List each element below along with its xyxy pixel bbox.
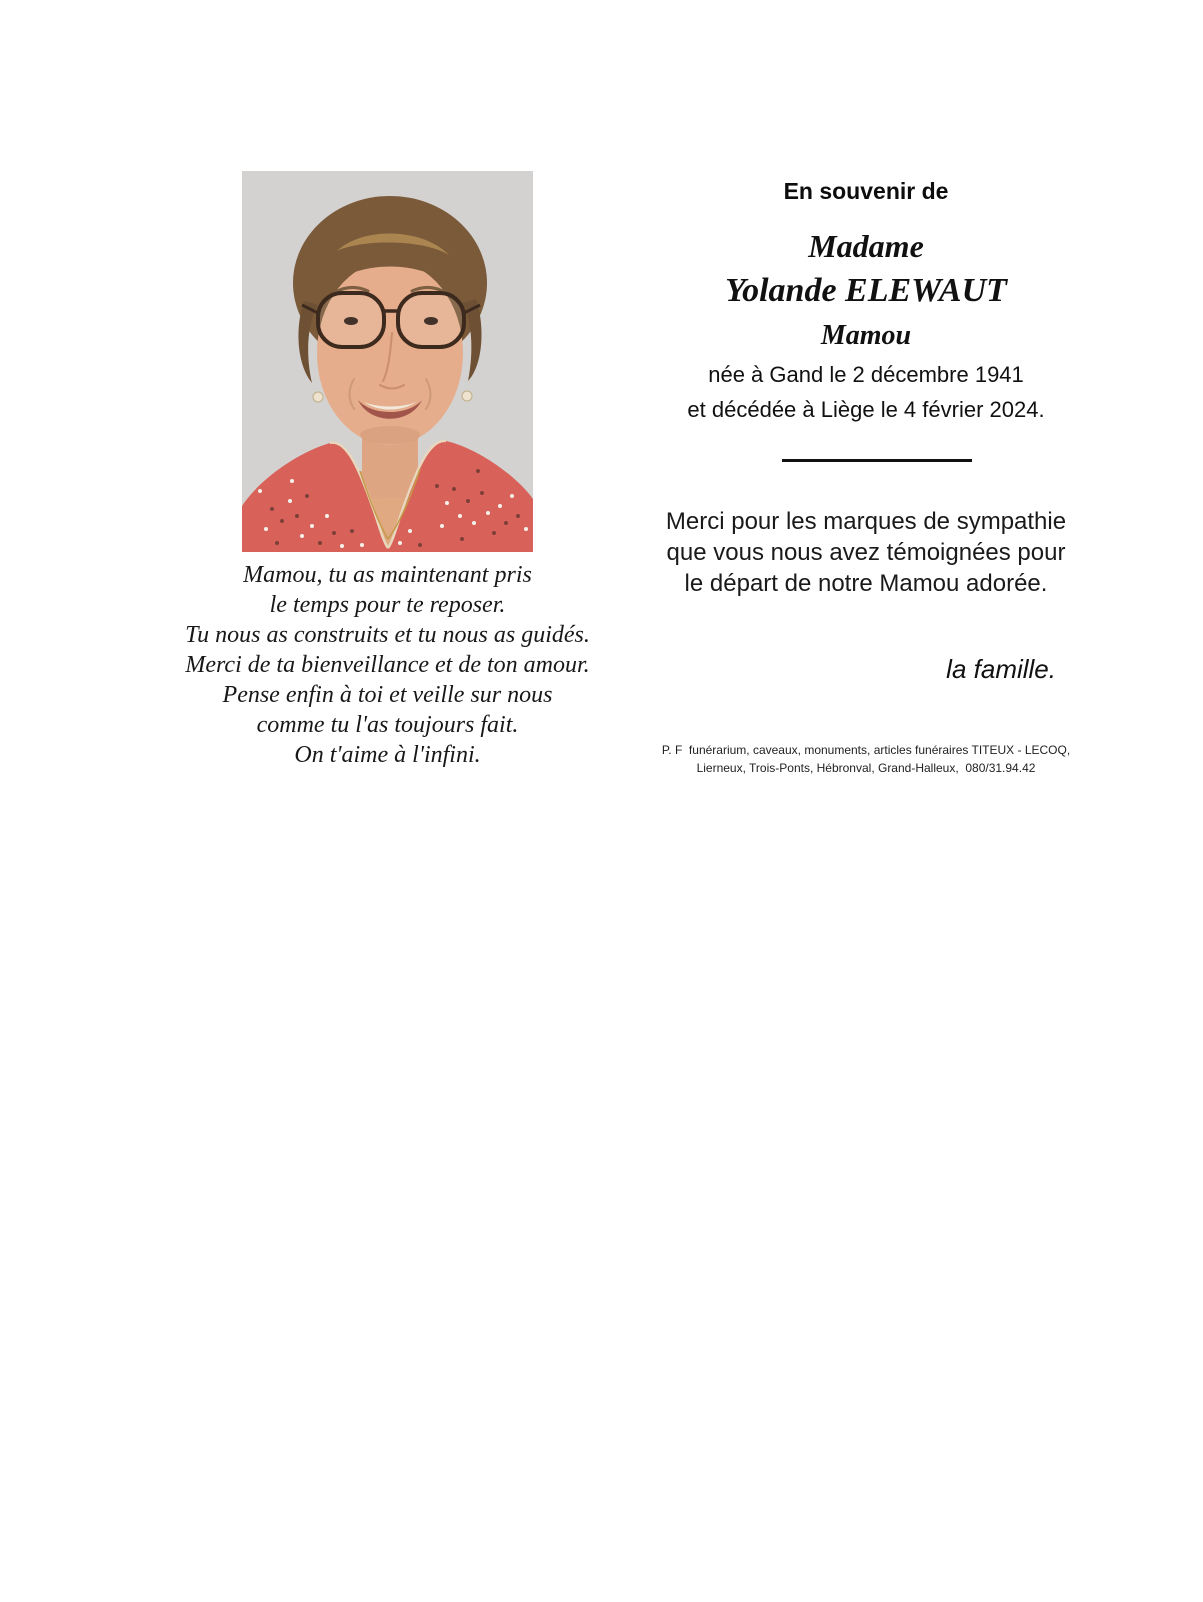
poem-line: On t'aime à l'infini. (294, 742, 481, 768)
funeral-home-line: P. F funérarium, caveaux, monuments, articles funéraires TITEUX - LECOQ, (661, 743, 1071, 757)
deceased-title: Madame (808, 228, 924, 264)
portrait-photo (242, 171, 533, 552)
poem-line: Tu nous as construits et tu nous as guidés. (185, 622, 590, 648)
funeral-home-line: Lierneux, Trois-Ponts, Hébronval, Grand-Halleux, 080/31.94.42 (696, 760, 1036, 775)
memorial-text (646, 170, 1086, 810)
memorial-header: En souvenir de (783, 178, 949, 204)
death-line: et décédée à Liège le 4 février 2024. (687, 397, 1045, 422)
poem-line: Merci de ta bienveillance et de ton amour. (185, 652, 590, 678)
deceased-name: Yolande ELEWAUT (725, 272, 1007, 309)
divider-line (782, 459, 972, 462)
poem (155, 560, 620, 770)
poem-line: le temps pour te reposer. (269, 592, 506, 618)
thanks-line: le départ de notre Mamou adorée. (684, 570, 1048, 597)
deceased-nickname: Mamou (820, 320, 912, 351)
thanks-line: que vous nous avez témoignées pour (666, 539, 1066, 566)
poem-line: Mamou, tu as maintenant pris (243, 562, 532, 588)
portrait-illustration (242, 171, 533, 552)
birth-line: née à Gand le 2 décembre 1941 (708, 362, 1024, 387)
thanks-paragraph (646, 506, 1086, 599)
funeral-home-info (646, 742, 1086, 777)
thanks-line: Merci pour les marques de sympathie (665, 508, 1067, 535)
poem-line: comme tu l'as toujours fait. (256, 712, 519, 738)
family-signature: la famille. (946, 654, 1056, 684)
poem-line: Pense enfin à toi et veille sur nous (222, 682, 553, 708)
